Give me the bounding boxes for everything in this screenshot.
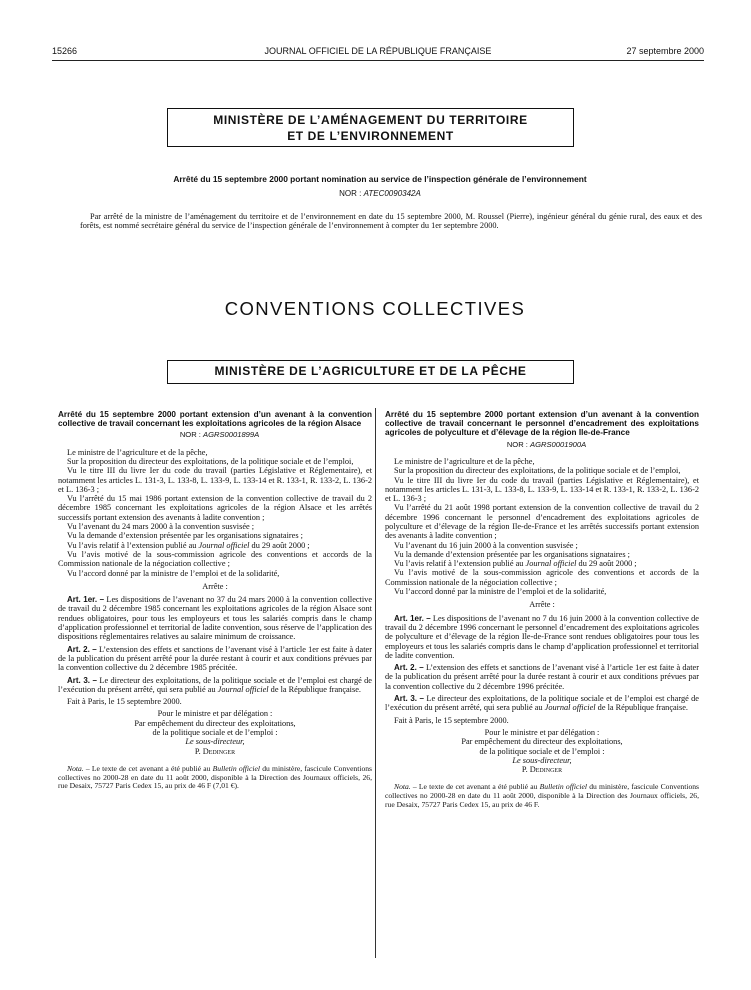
article-3 [385, 694, 699, 713]
nor-label: NOR : [179, 430, 204, 440]
journal-title: JOURNAL OFFICIEL DE LA RÉPUBLIQUE FRANÇAISE [264, 46, 492, 56]
visa: Vu l’arrêté du 15 mai 1986 portant extension de la convention collective de travail du 2 décembre 1985 concernant les exploitations agricoles de la région Alsace et les arrêtés successifs portant extension des avenants à ladite convention ; [58, 494, 372, 522]
visa-jo [58, 541, 372, 550]
visa: Le ministre de l’agriculture et de la pêche, [394, 456, 535, 466]
sig-name: P. Dedinger [521, 765, 563, 775]
nota-text: du ministère, fascicule Conventions collectives no 2000-28 en date du 11 août 2000, disponible à la Direction des Journaux officiels, 26, rue Desaix, 75727 Paris Cedex 15, au prix de 46 F (7,01 €). [58, 763, 372, 791]
text: Vu l’avis relatif à l’extension publié au [394, 559, 526, 569]
nor-label: NOR : [506, 439, 531, 449]
visa: Vu l’arrêté du 21 août 1998 portant extension de la convention collective de travail du 2 décembre 1996 concernant le personnel d’encadrement des exploitations agricoles de polyculture et d’élevage de la région Ile-de-France et les arrêtés successifs portant extension des avenants à ladite convention ; [385, 503, 699, 541]
text: du 29 août 2000 ; [576, 559, 637, 569]
arrete-top-body: Par arrêté de la ministre de l’aménagement du territoire et de l’environnement en date du 15 septembre 2000, M. Roussel (Pierre), ingénieur général du génie rural, des eaux et des forêts, est nommé secrétaire général du service de l’inspection générale de l’environnement à compter du 1er septembre 2000. [80, 212, 702, 231]
article-2 [385, 663, 699, 691]
page-number: 15266 [52, 46, 78, 56]
arrete-word: Arrête : [529, 600, 555, 610]
column-right [385, 410, 699, 809]
ministry-box-environment [167, 108, 574, 147]
column-divider [375, 408, 376, 958]
sig-title: Le sous-directeur, [185, 737, 245, 747]
article-label: Art. 2. – [394, 663, 424, 673]
nota-text: du ministère, fascicule Conventions collectives no 2000-28 en date du 11 août 2000, disponible à la Direction des Journaux officiels, 26, rue Desaix, 75727 Paris Cedex 15, au prix de 46 F. [385, 782, 699, 809]
article-text: Le directeur des exploitations, de la politique sociale et de l’emploi est chargé de l’exécution du présent arrêté, qui sera publié au [385, 694, 699, 713]
visa: Vu la demande d’extension présentée par les organisations signataires ; [394, 549, 630, 559]
nor-label: NOR : [339, 189, 364, 198]
article-text: de la République française. [595, 703, 688, 713]
visa-jo [385, 559, 699, 568]
journal-italic: Journal officiel [525, 559, 577, 569]
article-text: de la République française. [268, 684, 361, 694]
visa: Vu l’avis motivé de la sous-commission agricole des conventions et accords de la Commission nationale de la négociation collective ; [58, 549, 372, 569]
bulletin-italic: Bulletin officiel [212, 763, 260, 773]
visa: Le ministre de l’agriculture et de la pêche, [67, 447, 208, 457]
article-label: Art. 1er. – [394, 613, 431, 623]
nor-top [60, 189, 700, 198]
nor-code: AGRS0001900A [530, 439, 587, 449]
sig-line: Pour le ministre et par délégation : [157, 709, 273, 719]
article-label: Art. 3. – [394, 694, 424, 704]
ministry-line-2: ET DE L’ENVIRONNEMENT [287, 129, 454, 143]
ministry-line-1: MINISTÈRE DE L’AMÉNAGEMENT DU TERRITOIRE [213, 113, 528, 127]
article-1 [58, 595, 372, 641]
journal-italic: Journal officiel [544, 703, 596, 713]
visa: Vu l’avenant du 16 juin 2000 à la convention susvisée ; [394, 540, 578, 550]
nota-label: Nota. [67, 763, 84, 773]
nor-line [385, 440, 699, 449]
article-text: Les dispositions de l’avenant no 7 du 16 juin 2000 à la convention collective de travail du 2 décembre 1996 concernant le personnel d’encadrement des exploitations agricoles de polyculture et d’élevage de la région Ile-de-France sont rendues obligatoires pour tous les employeurs et tous les salariés compris dans le champ d’application professionnel et territorial de ladite convention. [385, 613, 699, 660]
nota-text: – Le texte de cet avenant a été publié au [83, 763, 213, 773]
arrete-word: Arrête : [202, 581, 228, 591]
arrete-title: Arrêté du 15 septembre 2000 portant extension d’un avenant à la convention collective de travail concernant les exploitations agricoles de la région Alsace [58, 410, 372, 429]
arrete-title-top: Arrêté du 15 septembre 2000 portant nomination au service de l’inspection générale de l’environnement [173, 174, 587, 184]
sig-name: P. Dedinger [194, 746, 236, 756]
signature-block [385, 728, 699, 774]
visa: Vu l’avenant du 24 mars 2000 à la convention susvisée ; [67, 522, 255, 532]
article-text: Les dispositions de l’avenant no 37 du 24 mars 2000 à la convention collective de travail du 2 décembre 1985 concernant les exploitations agricoles de la région Alsace sont rendues obligatoires, pour tous les employeurs et tous les salariés compris dans le champ d’application professionnel et territorial de ladite convention, sous réserve de l’application des dispositions réglementaires relatives au salaire minimum de croissance. [58, 595, 372, 642]
nota-text: – Le texte de cet avenant a été publié au [410, 782, 540, 792]
article-1 [385, 614, 699, 660]
fait-a-paris: Fait à Paris, le 15 septembre 2000. [394, 715, 509, 725]
fait-a-paris: Fait à Paris, le 15 septembre 2000. [67, 697, 182, 707]
bulletin-italic: Bulletin officiel [539, 782, 587, 792]
running-header [52, 46, 704, 58]
text: du 29 août 2000 ; [249, 540, 310, 550]
visa: Vu le titre III du livre Ier du code du travail (parties Législative et Réglementaire), et notamment les articles L. 131-3, L. 133-8, L. 133-9, L. 133-14 et R. 133-1, R. 133-2, L. 136-2 et L. 136-3 ; [58, 466, 372, 494]
visa: Vu l’accord donné par la ministre de l’emploi et de la solidarité, [394, 587, 607, 597]
article-2 [58, 645, 372, 673]
sig-line: Par empêchement du directeur des exploitations, [461, 737, 623, 747]
sig-line: de la politique sociale et de l’emploi : [152, 728, 278, 738]
sig-title: Le sous-directeur, [512, 755, 572, 765]
section-title: CONVENTIONS COLLECTIVES [224, 298, 526, 319]
sig-line: Pour le ministre et par délégation : [484, 727, 600, 737]
issue-date: 27 septembre 2000 [626, 46, 704, 56]
article-text: L’extension des effets et sanctions de l’avenant visé à l’article 1er est faite à dater de la publication du présent arrêté pour la durée restant à courir et aux conditions prévues par la convention collective du 2 décembre 1996 précitée. [385, 663, 699, 691]
nota-label: Nota. [394, 782, 411, 792]
visa: Vu l’accord donné par la ministre de l’emploi et de la solidarité, [67, 568, 280, 578]
text: Vu l’avis relatif à l’extension publié au [67, 540, 199, 550]
article-label: Art. 2. – [67, 644, 97, 654]
article-3 [58, 676, 372, 695]
arrete-title: Arrêté du 15 septembre 2000 portant extension d’un avenant à la convention collective de travail concernant le personnel d’encadrement des exploitations agricoles de polyculture et d’élevage de la région Ile-de-France [385, 410, 699, 438]
visa: Vu le titre III du livre Ier du code du travail (parties Législative et Réglementaire), et notamment les articles L. 131-3, L. 133-8, L. 133-9, L. 133-14 et R. 133-1, R. 133-2, L. 136-2 et L. 136-3 ; [385, 475, 699, 504]
nor-code: ATEC0090342A [363, 189, 421, 198]
ministry-box-agriculture: MINISTÈRE DE L’AGRICULTURE ET DE LA PÊCHE [167, 360, 574, 384]
visa: Sur la proposition du directeur des exploitations, de la politique sociale et de l’emploi, [394, 466, 681, 476]
nor-code: AGRS0001899A [203, 430, 260, 440]
nor-line [58, 430, 372, 439]
visa: Vu l’avis motivé de la sous-commission agricole des conventions et accords de la Commission nationale de la négociation collective ; [385, 568, 699, 587]
nota [385, 783, 699, 809]
signature-block [58, 709, 372, 755]
sig-line: de la politique sociale et de l’emploi : [479, 746, 605, 756]
article-text: Le directeur des exploitations, de la politique sociale et de l’emploi est chargé de l’exécution du présent arrêté, qui sera publié au [58, 675, 372, 694]
nota [58, 765, 372, 791]
article-label: Art. 3. – [67, 675, 97, 685]
article-label: Art. 1er. – [67, 595, 105, 605]
visa: Sur la proposition du directeur des exploitations, de la politique sociale et de l’emploi, [67, 457, 354, 466]
header-rule [52, 60, 704, 61]
column-left [58, 410, 372, 791]
journal-italic: Journal officiel [217, 684, 269, 694]
article-text: L’extension des effets et sanctions de l’avenant visé à l’article 1er est faite à dater de la publication du présent arrêté pour la durée restant à courir et aux conditions prévues par la convention collective du 2 décembre 1985 précitée. [58, 644, 372, 673]
visa: Vu la demande d’extension présentée par les organisations signataires ; [67, 531, 303, 541]
journal-italic: Journal officiel [198, 540, 250, 550]
sig-line: Par empêchement du directeur des exploitations, [134, 718, 296, 728]
